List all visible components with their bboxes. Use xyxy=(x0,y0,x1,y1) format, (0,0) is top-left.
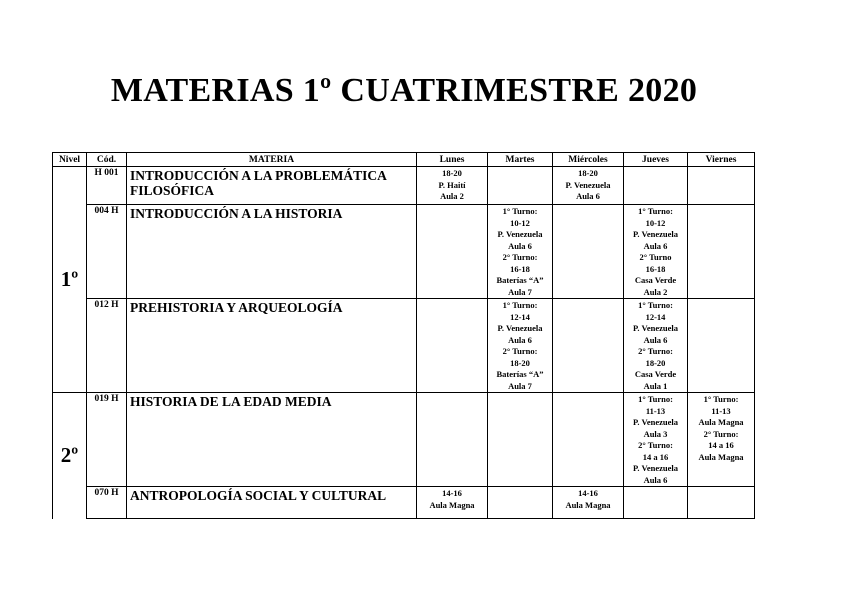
schedule-line: P. Venezuela xyxy=(632,417,679,427)
martes-cell xyxy=(488,205,553,299)
martes-cell xyxy=(488,299,553,393)
viernes-cell xyxy=(688,205,755,299)
schedule-line: 18-20 xyxy=(578,168,598,178)
lunes-cell xyxy=(417,167,488,205)
martes-cell xyxy=(488,167,553,205)
schedule-line: Aula Magna xyxy=(698,417,744,427)
schedule-line: 10-12 xyxy=(510,217,530,228)
viernes-cell xyxy=(688,167,755,205)
level-cell: 1º xyxy=(53,167,87,393)
schedule-line: 18-20 xyxy=(442,168,462,178)
jueves-cell xyxy=(624,205,688,299)
schedule-line: Aula 1 xyxy=(643,380,668,391)
header-cod: Cód. xyxy=(87,153,127,167)
schedule-line: Aula 7 xyxy=(508,286,532,297)
schedule-line: Aula Magna xyxy=(565,499,611,510)
header-martes: Martes xyxy=(488,153,553,167)
schedule-line: 18-20 xyxy=(510,357,530,368)
subject-line: HISTORIA DE LA EDAD MEDIA xyxy=(130,394,332,409)
subject-cell xyxy=(127,299,417,393)
schedule-line: 12-14 xyxy=(645,311,666,322)
schedule-line: 14-16 xyxy=(442,488,462,498)
level-cell: 2º xyxy=(53,393,87,519)
schedule-line: 11-13 xyxy=(711,405,731,416)
schedule-line: Aula Magna xyxy=(698,451,744,462)
subject-line: PREHISTORIA Y ARQUEOLOGÍA xyxy=(130,300,343,315)
schedule-line: P. Venezuela xyxy=(497,323,543,333)
schedule-line: 12-14 xyxy=(510,311,530,322)
schedule-table xyxy=(52,152,755,519)
schedule-line: 2° Turno: xyxy=(502,252,538,262)
subject-line: INTRODUCCIÓN A LA HISTORIA xyxy=(130,206,343,221)
schedule-line: 11-13 xyxy=(645,405,666,416)
header-row xyxy=(53,153,755,167)
miercoles-cell xyxy=(553,393,624,487)
schedule-line: 2° Turno: xyxy=(703,428,739,439)
schedule-line: 18-20 xyxy=(645,357,666,368)
schedule-line: Aula 3 xyxy=(643,428,668,439)
schedule-line: Aula Magna xyxy=(429,499,475,510)
subject-line: FILOSÓFICA xyxy=(130,183,215,198)
schedule-line: Aula 2 xyxy=(643,286,668,297)
schedule-line: 1° Turno: xyxy=(502,300,538,310)
subject-cell xyxy=(127,393,417,487)
subject-cell xyxy=(127,487,417,519)
schedule-line: 14 a 16 xyxy=(642,451,669,462)
miercoles-cell xyxy=(553,205,624,299)
viernes-cell xyxy=(688,393,755,487)
miercoles-cell xyxy=(553,487,624,519)
lunes-cell xyxy=(417,205,488,299)
code-cell: H 001 xyxy=(87,167,127,205)
subject-line: INTRODUCCIÓN A LA PROBLEMÁTICA xyxy=(130,168,387,183)
schedule-line: 2° Turno: xyxy=(638,440,673,450)
schedule-line: 14 a 16 xyxy=(708,440,734,450)
schedule-line: P. Venezuela xyxy=(565,179,611,190)
schedule-line: Aula 6 xyxy=(508,240,532,251)
schedule-line: 10-12 xyxy=(645,217,666,228)
code-cell: 012 H xyxy=(87,299,127,393)
header-lunes: Lunes xyxy=(417,153,488,167)
schedule-line: P. Haití xyxy=(438,179,466,190)
martes-cell xyxy=(488,393,553,487)
jueves-cell xyxy=(624,299,688,393)
schedule-line: 2° Turno: xyxy=(638,346,673,356)
table-row xyxy=(53,167,755,205)
schedule-line: 1° Turno: xyxy=(638,206,673,216)
viernes-cell xyxy=(688,299,755,393)
schedule-line: 2° Turno: xyxy=(502,346,538,356)
header-jueves: Jueves xyxy=(624,153,688,167)
subject-cell xyxy=(127,167,417,205)
table-row xyxy=(53,393,755,487)
code-cell: 070 H xyxy=(87,487,127,519)
schedule-line: 1° Turno: xyxy=(638,394,673,404)
code-cell: 019 H xyxy=(87,393,127,487)
schedule-line: P. Venezuela xyxy=(497,229,543,239)
schedule-line: Aula 6 xyxy=(508,334,532,345)
schedule-line: 16-18 xyxy=(510,263,530,274)
lunes-cell xyxy=(417,487,488,519)
schedule-line: Baterías “A” xyxy=(496,369,544,379)
page-title: MATERIAS 1º CUATRIMESTRE 2020 xyxy=(110,72,698,109)
lunes-cell xyxy=(417,299,488,393)
jueves-cell xyxy=(624,167,688,205)
schedule-line: P. Venezuela xyxy=(632,229,679,239)
subject-cell xyxy=(127,205,417,299)
schedule-line: Casa Verde xyxy=(634,369,677,379)
schedule-line: 1° Turno: xyxy=(638,300,673,310)
schedule-line: Aula 2 xyxy=(440,191,464,201)
schedule-line: Aula 7 xyxy=(508,380,532,391)
subject-line: ANTROPOLOGÍA SOCIAL Y CULTURAL xyxy=(130,488,387,503)
schedule-line: 2° Turno xyxy=(639,252,672,262)
schedule-line: Casa Verde xyxy=(634,275,677,285)
jueves-cell xyxy=(624,487,688,519)
miercoles-cell xyxy=(553,299,624,393)
table-row xyxy=(53,205,755,299)
schedule-line: Aula 6 xyxy=(643,334,668,345)
martes-cell xyxy=(488,487,553,519)
schedule-line: Aula 6 xyxy=(643,474,668,485)
header-materia: MATERIA xyxy=(127,153,417,167)
miercoles-cell xyxy=(553,167,624,205)
code-cell: 004 H xyxy=(87,205,127,299)
header-nivel: Nivel xyxy=(53,153,87,167)
jueves-cell xyxy=(624,393,688,487)
schedule-line: 16-18 xyxy=(645,263,666,274)
schedule-line: Baterías “A” xyxy=(496,275,544,285)
header-miercoles: Miércoles xyxy=(553,153,624,167)
viernes-cell xyxy=(688,487,755,519)
table-row xyxy=(53,299,755,393)
schedule-line: P. Venezuela xyxy=(632,463,679,473)
schedule-line: 14-16 xyxy=(578,488,598,498)
schedule-line: Aula 6 xyxy=(643,240,668,251)
schedule-line: 1° Turno: xyxy=(703,394,739,404)
schedule-line: P. Venezuela xyxy=(632,323,679,333)
schedule-line: 1° Turno: xyxy=(502,206,538,216)
lunes-cell xyxy=(417,393,488,487)
table-row xyxy=(53,487,755,519)
schedule-line: Aula 6 xyxy=(576,191,600,201)
header-viernes: Viernes xyxy=(688,153,755,167)
